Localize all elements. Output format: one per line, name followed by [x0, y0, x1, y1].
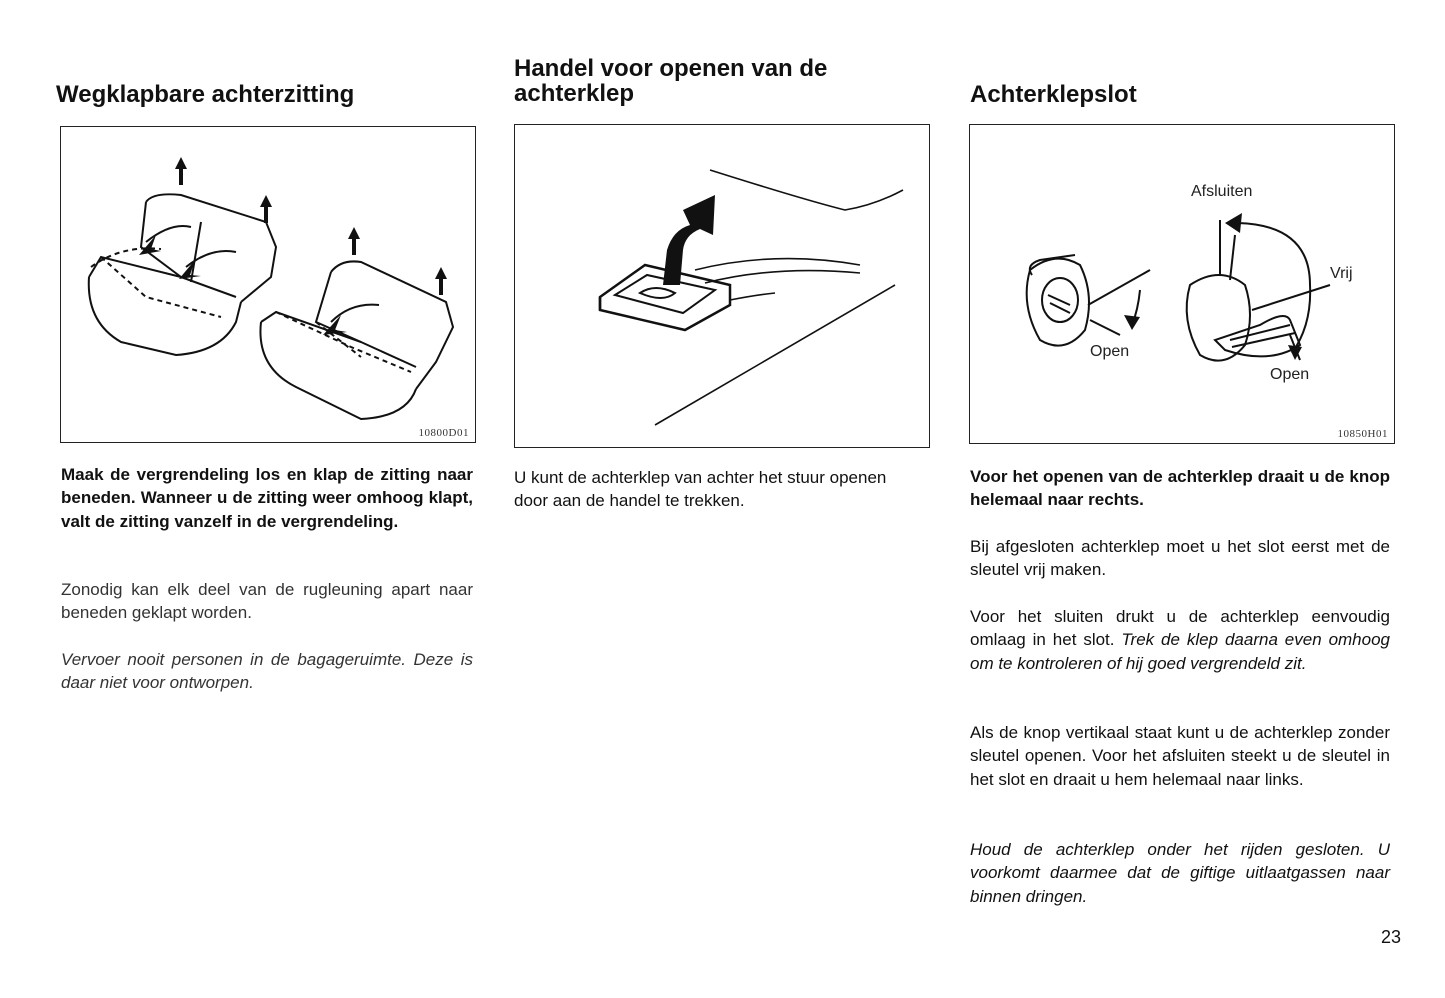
lock-vertical-note: Als de knop vertikaal staat kunt u de achterklep zonder sleutel openen. Voor het afsluiten steekt u de sleutel in het slot en draait u hem helemaal naar links. — [970, 723, 1390, 789]
lock-open-instruction: Voor het openen van de achterklep draait u de knop helemaal naar rechts. — [970, 467, 1390, 510]
label-afsluiten: Afsluiten — [1191, 183, 1253, 200]
figure-code: 10800D01 — [418, 427, 469, 439]
liftgate-handle-instructions: U kunt de achterklep van achter het stuur openen door aan de handel te trekken. — [514, 468, 887, 511]
folding-seat-illustration — [61, 127, 477, 444]
figure-code: 10850H01 — [1337, 428, 1388, 440]
section-title-liftgate-lock: Achterklepslot — [970, 81, 1137, 108]
page-number: 23 — [1380, 927, 1401, 947]
label-open-left: Open — [1090, 343, 1130, 360]
rear-seat-note: Zonodig kan elk deel van de rugleuning apart naar beneden geklapt worden. — [61, 580, 473, 623]
section-title-liftgate-handle-line2: achterklep — [514, 80, 635, 107]
rear-seat-instructions: Maak de vergrendeling los en klap de zitting naar beneden. Wanneer u de zitting weer omhoog klapt, valt de zitting vanzelf in de vergrendeling. — [61, 465, 473, 531]
lock-close-instruction — [970, 605, 1390, 675]
section-title-liftgate-handle-line1: Handel voor openen van de — [514, 55, 828, 82]
lock-close-italic: Trek de klep daarna even omhoog om te kontroleren of hij goed vergrendeld zit. — [970, 630, 1390, 673]
lock-close-plain: Voor het sluiten drukt u de achterklep eenvoudig omlaag in het slot. — [970, 607, 1390, 650]
label-open-right: Open — [1270, 366, 1310, 383]
liftgate-handle-figure — [514, 124, 930, 448]
rear-seat-warning: Vervoer nooit personen in de bagageruimte. Deze is daar niet voor ontworpen. — [61, 650, 473, 693]
rear-seat-figure — [60, 126, 476, 443]
lock-illustration — [970, 125, 1396, 445]
label-vrij: Vrij — [1330, 265, 1353, 282]
lock-unlock-note: Bij afgesloten achterklep moet u het slot eerst met de sleutel vrij maken. — [970, 537, 1390, 580]
section-title-rear-seat: Wegklapbare achterzitting — [56, 81, 355, 108]
handle-illustration — [515, 125, 931, 449]
lock-exhaust-warning: Houd de achterklep onder het rijden gesloten. U voorkomt daarmee dat de giftige uitlaatgassen naar binnen dringen. — [970, 840, 1390, 906]
liftgate-lock-figure — [969, 124, 1395, 444]
